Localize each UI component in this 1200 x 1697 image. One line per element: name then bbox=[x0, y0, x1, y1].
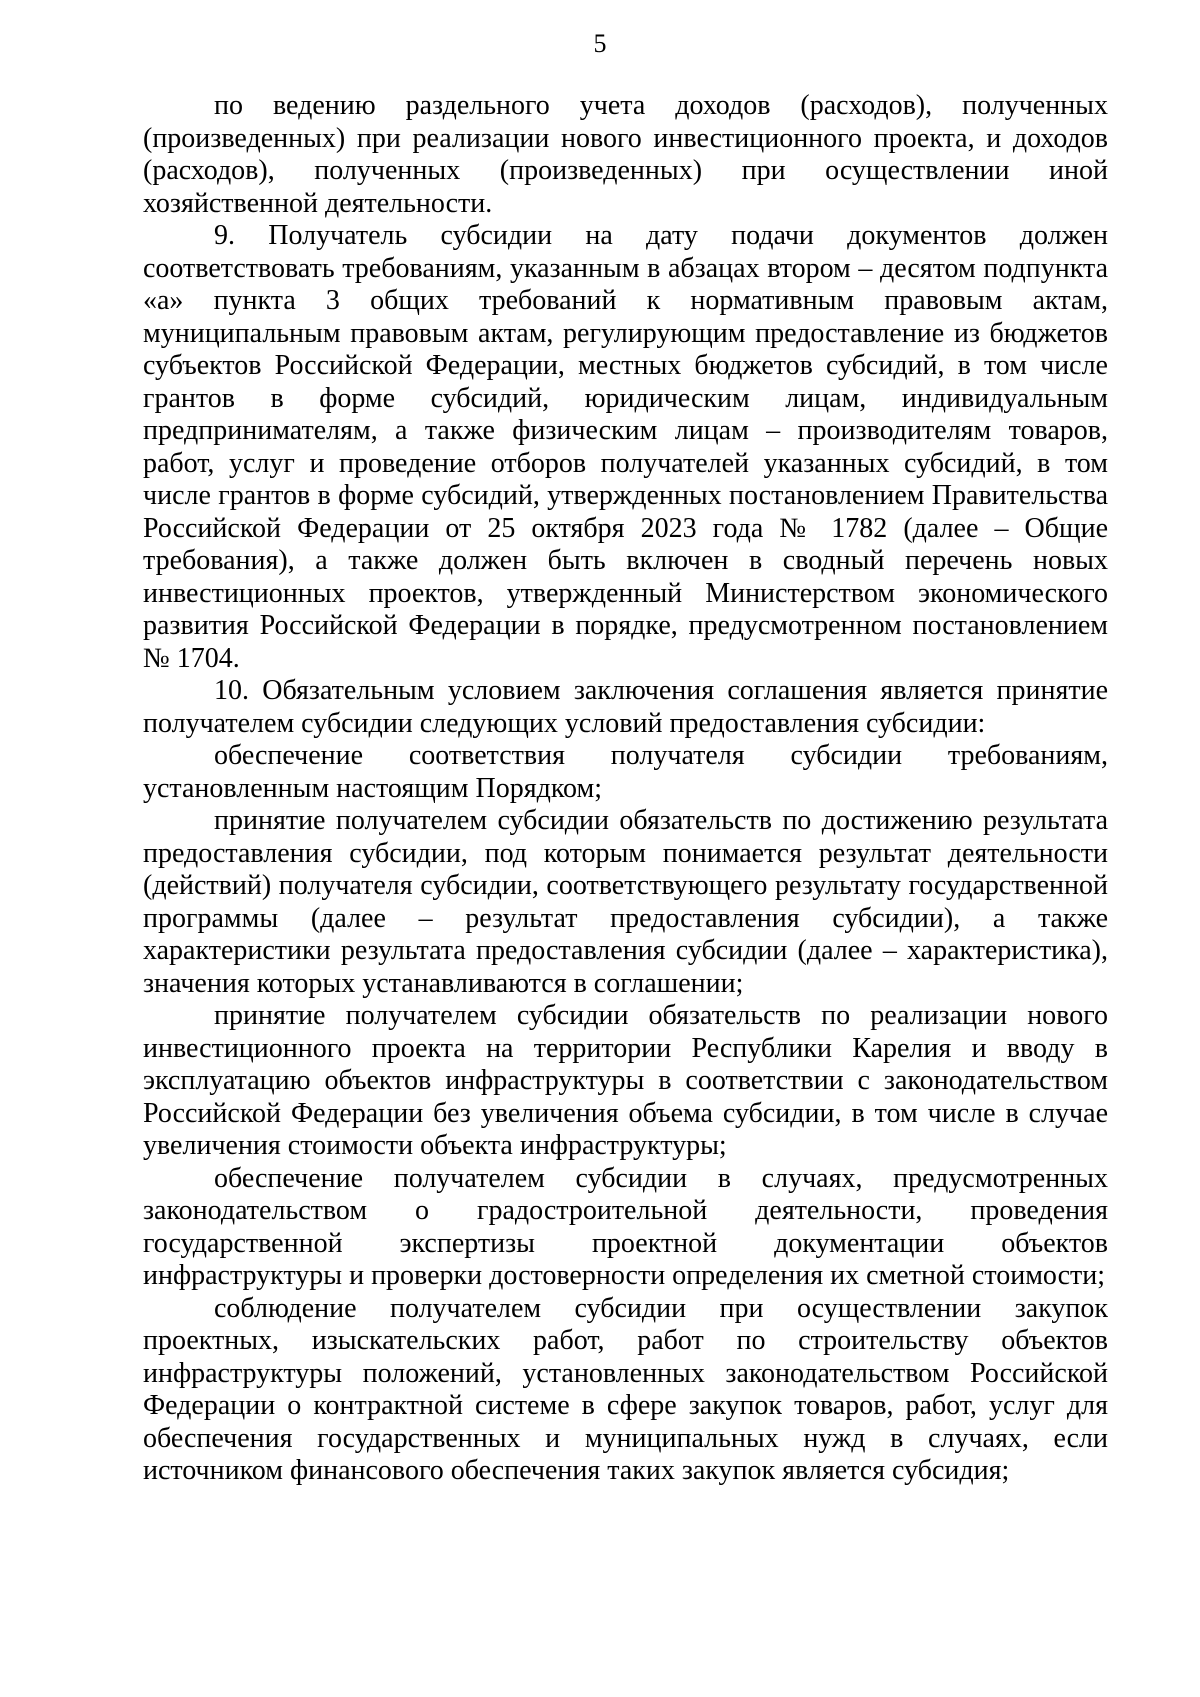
paragraph-10-agreement-conditions: 10. Обязательным условием заключения соглашения является принятие получателем субсидии следующих условий предоставления субсидии: bbox=[143, 675, 1108, 739]
condition-state-expertise: обеспечение получателем субсидии в случаях, предусмотренных законодательством о градостроительной деятельности, проведения государственной экспертизы проектной документации объектов инфраструктуры и проверки достоверности определения их сметной стоимости; bbox=[143, 1162, 1108, 1291]
document-body bbox=[143, 90, 1108, 1488]
condition-compliance: обеспечение соответствия получателя субсидии требованиям, установленным настоящим Порядком; bbox=[143, 740, 1108, 804]
condition-procurement-rules: соблюдение получателем субсидии при осуществлении закупок проектных, изыскательских работ, работ по строительству объектов инфраструктуры положений, установленных законодательством Российской Федерации о контрактной системе в сфере закупок товаров, работ, услуг для обеспечения государственных и муниципальных нужд в случаях, если источником финансового обеспечения таких закупок является субсидия; bbox=[143, 1292, 1108, 1486]
page-number: 5 bbox=[593, 29, 607, 58]
condition-project-implementation: принятие получателем субсидии обязательств по реализации нового инвестиционного проекта на территории Республики Карелия и вводу в эксплуатацию объектов инфраструктуры в соответствии с законодательством Российской Федерации без увеличения объема субсидии, в том числе в случае увеличения стоимости объекта инфраструктуры; bbox=[143, 1000, 1108, 1161]
condition-result-obligations: принятие получателем субсидии обязательств по достижению результата предоставления субсидии, под которым понимается результат деятельности (действий) получателя субсидии, соответствующего результату государственной программы (далее – результат предоставления субсидии), а также характеристики результата предоставления субсидии (далее – характеристика), значения которых устанавливаются в соглашении; bbox=[143, 805, 1108, 999]
paragraph-separate-accounting: по ведению раздельного учета доходов (расходов), полученных (произведенных) при реализации нового инвестиционного проекта, и доходов (расходов), полученных (произведенных) при осуществлении иной хозяйственной деятельности. bbox=[143, 90, 1108, 219]
paragraph-9-recipient-requirements: 9. Получатель субсидии на дату подачи документов должен соответствовать требованиям, указанным в абзацах втором – десятом подпункта «а» пункта 3 общих требований к нормативным правовым актам, муниципальным правовым актам, регулирующим предоставление из бюджетов субъектов Российской Федерации, местных бюджетов субсидий, в том числе грантов в форме субсидий, юридическим лицам, индивидуальным предпринимателям, а также физическим лицам – производителям товаров, работ, услуг и проведение отборов получателей указанных субсидий, в том числе грантов в форме субсидий, утвержденных постановлением Правительства Российской Федерации от 25 октября 2023 года № 1782 (далее – Общие требования), а также должен быть включен в сводный перечень новых инвестиционных проектов, утвержденный Министерством экономического развития Российской Федерации в порядке, предусмотренном постановлением № 1704. bbox=[143, 220, 1108, 674]
